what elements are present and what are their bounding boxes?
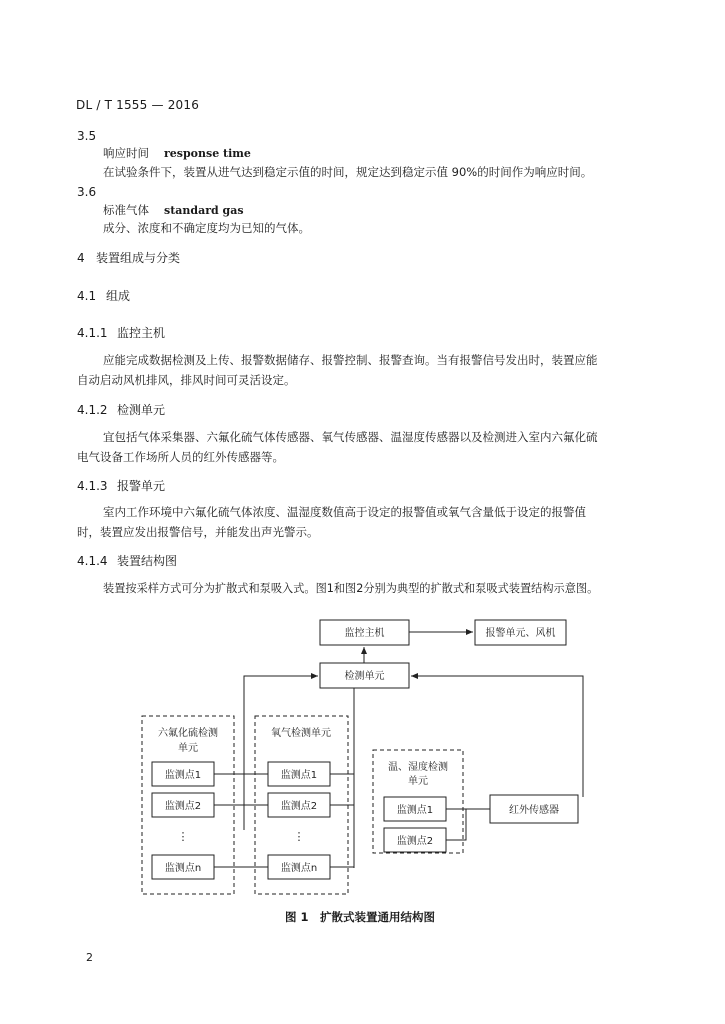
svg-text:监测点2: 监测点2	[280, 801, 318, 812]
paragraph-line: 宜包括气体采集器、六氟化硫气体传感器、氧气传感器、温湿度传感器以及检测进入室内六氟化硫	[103, 430, 598, 444]
section-title: 报警单元	[117, 479, 166, 493]
figure-caption: 图 1 扩散式装置通用结构图	[285, 910, 436, 924]
section-title: 装置结构图	[117, 554, 178, 568]
section-number: 4.1.4	[77, 554, 108, 568]
paragraph-line: 装置按采样方式可分为扩散式和泵吸入式。图1和图2分别为典型的扩散式和泵吸式装置结构示意图。	[103, 582, 599, 595]
svg-text:监测点1: 监测点1	[280, 770, 318, 781]
section-title: 装置组成与分类	[96, 251, 181, 265]
svg-text:监测点1: 监测点1	[396, 805, 434, 816]
section-number: 4.1.3	[77, 479, 108, 493]
section-number: 4.1	[77, 289, 97, 303]
section-title: 组成	[106, 289, 131, 303]
host-label: 监控主机	[344, 628, 385, 639]
section-number: 3.6	[77, 185, 97, 199]
term-cn: 标准气体	[103, 203, 149, 217]
paragraph-line: 应能完成数据检测及上传、报警数据储存、报警控制、报警查询。当有报警信号发出时，装置应能	[103, 353, 598, 367]
term-en: response time	[164, 147, 251, 160]
term-definition: 成分、浓度和不确定度均为已知的气体。	[103, 221, 310, 235]
ellipsis: ⋮	[293, 830, 305, 843]
section-number: 4.1.2	[77, 403, 108, 417]
section-number: 3.5	[77, 129, 97, 143]
paragraph-line: 电气设备工作场所人员的红外传感器等。	[77, 450, 284, 464]
alarm-label: 报警单元、风机	[485, 628, 556, 639]
sf6-group-label: 六氟化硫检测	[158, 728, 218, 739]
ir-label: 红外传感器	[509, 805, 559, 816]
svg-text:监测点2: 监测点2	[164, 801, 202, 812]
th-group-label: 单元	[408, 776, 428, 787]
svg-text:监测点n: 监测点n	[280, 863, 318, 874]
paragraph-line: 时，装置应发出报警信号，并能发出声光警示。	[77, 525, 319, 539]
term-cn: 响应时间	[103, 146, 149, 160]
standard-code: DL / T 1555 — 2016	[76, 98, 200, 112]
paragraph-line: 室内工作环境中六氟化硫气体浓度、温湿度数值高于设定的报警值或氧气含量低于设定的报警值	[103, 505, 586, 519]
sf6-group-label: 单元	[178, 743, 198, 754]
svg-text:监测点1: 监测点1	[164, 770, 202, 781]
section-number: 4.1.1	[77, 326, 108, 340]
svg-text:监测点2: 监测点2	[396, 836, 434, 847]
term-en: standard gas	[164, 204, 244, 217]
section-title: 监控主机	[117, 326, 166, 340]
th-group-label: 温、湿度检测	[388, 762, 448, 773]
section-number: 4	[77, 251, 85, 265]
o2-group-label: 氧气检测单元	[271, 728, 331, 739]
section-title: 检测单元	[117, 403, 166, 417]
paragraph-line: 自动启动风机排风，排风时间可灵活设定。	[77, 373, 296, 387]
detect-label: 检测单元	[344, 671, 385, 682]
ellipsis: ⋮	[177, 830, 189, 843]
page-number: 2	[86, 951, 93, 964]
svg-text:监测点n: 监测点n	[164, 863, 202, 874]
term-definition: 在试验条件下，装置从进气达到稳定示值的时间，规定达到稳定示值 90%的时间作为响应时间。	[103, 165, 593, 179]
